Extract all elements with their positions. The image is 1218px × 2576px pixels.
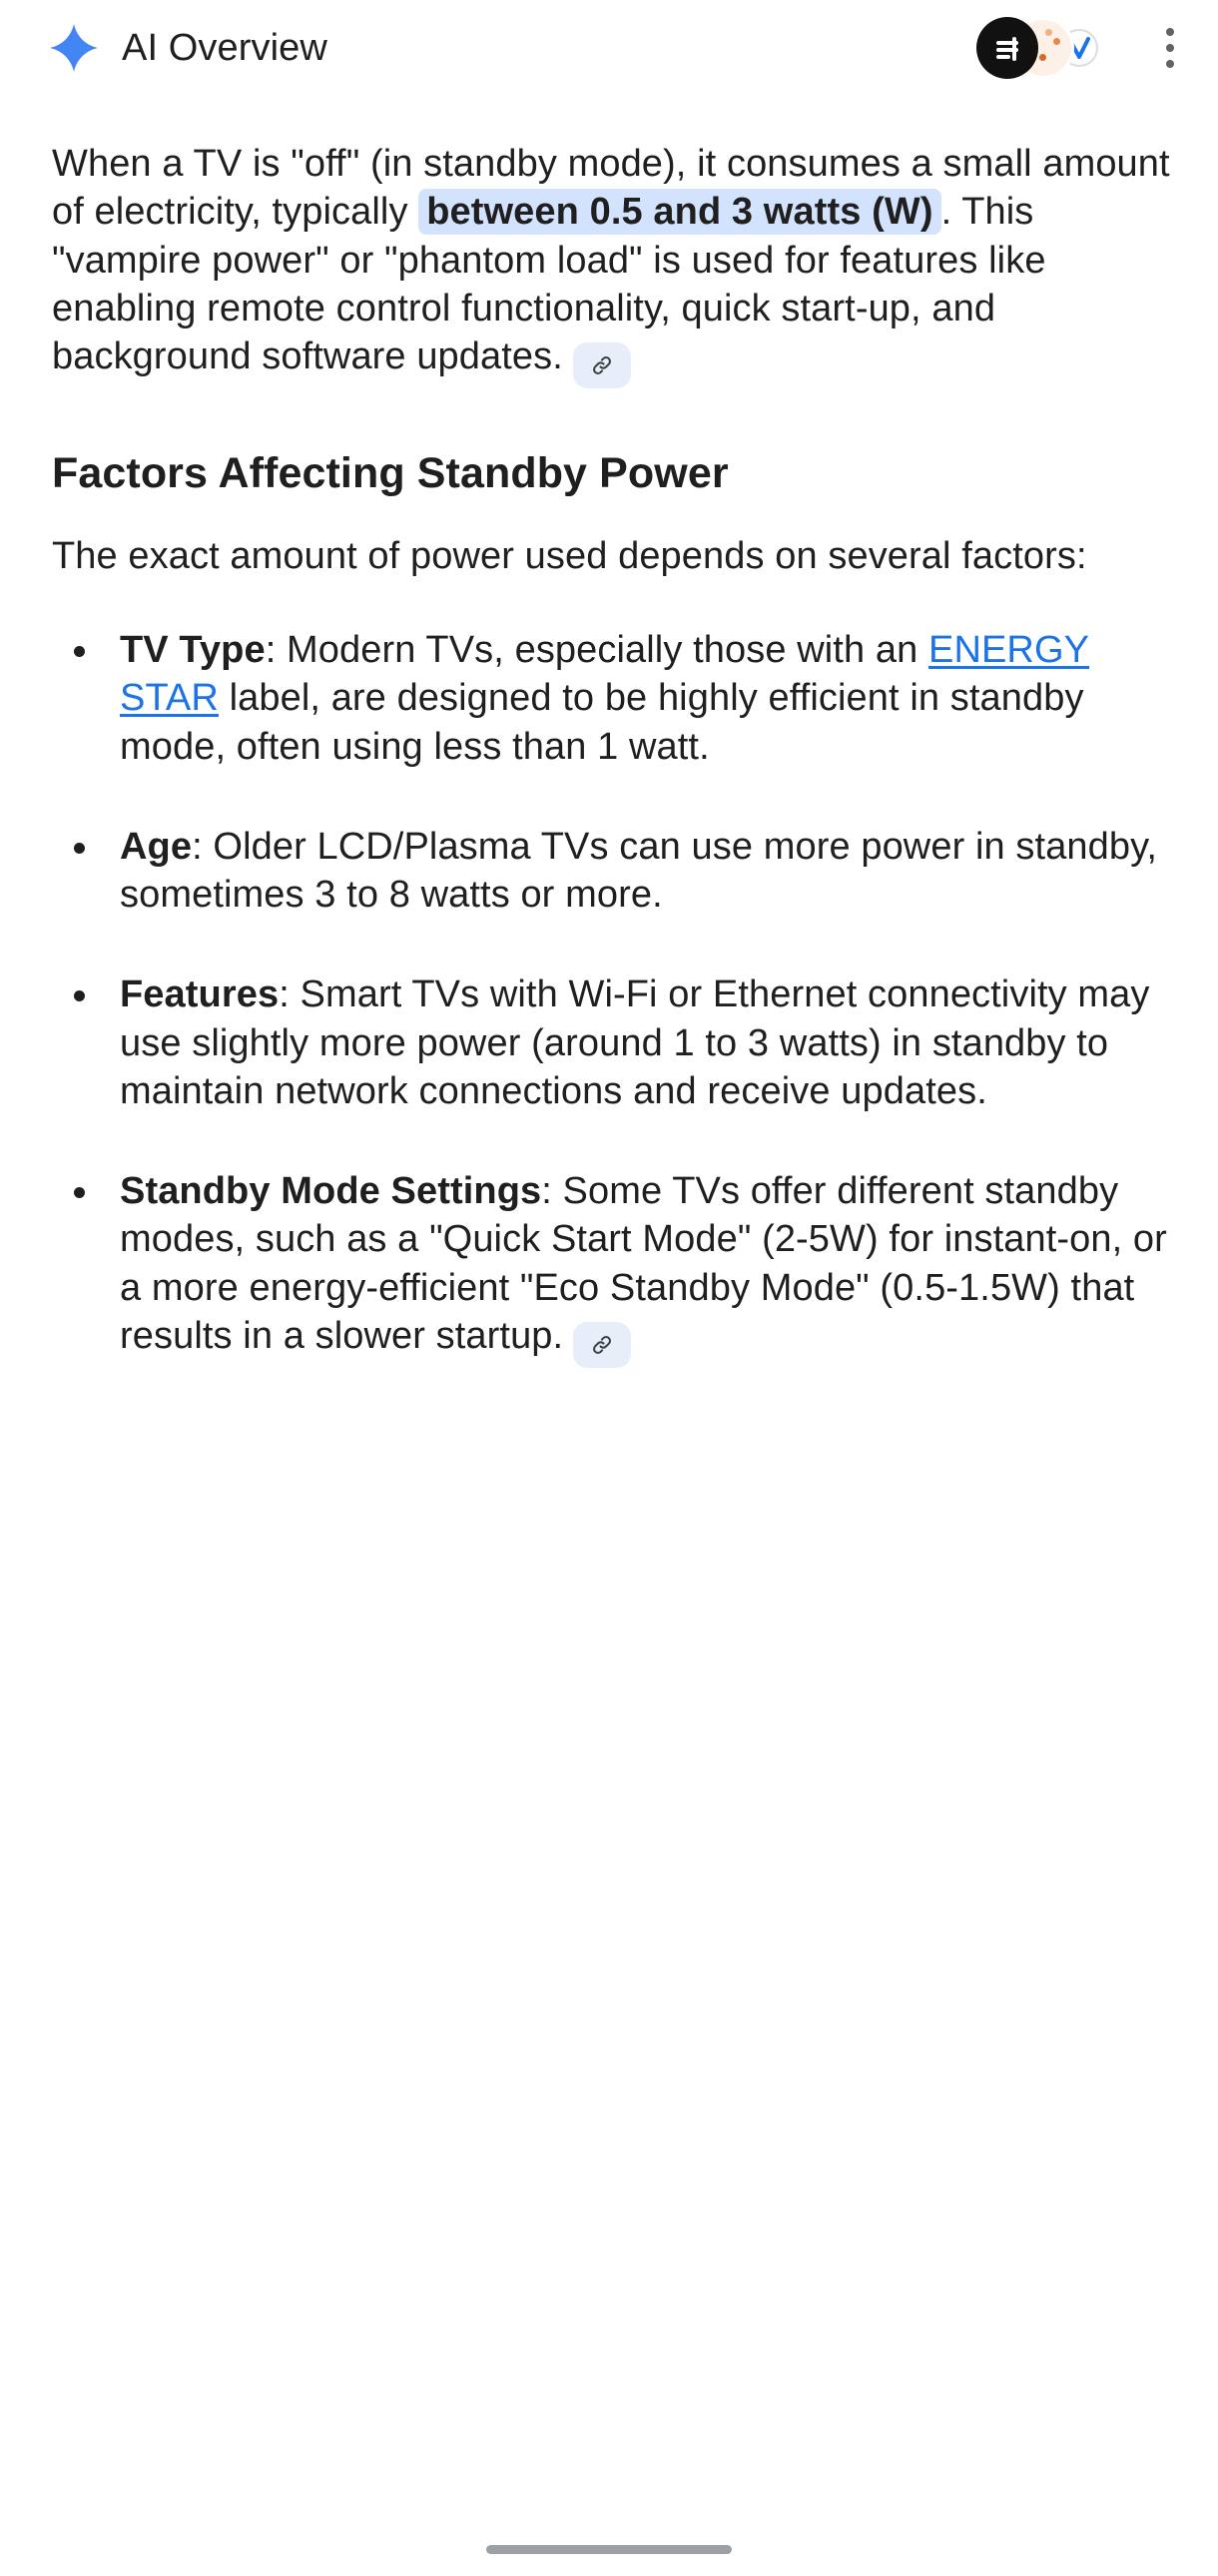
citation-link-icon[interactable] bbox=[573, 1322, 631, 1368]
section-intro: The exact amount of power used depends on several factors: bbox=[52, 534, 1087, 577]
more-options-button[interactable] bbox=[1162, 17, 1178, 79]
overview-text-pre: When a TV is "off" (in standby mode), it consumes a small amount of electricity, typically bbox=[52, 143, 1170, 234]
lines-icon bbox=[985, 26, 1029, 70]
sparkle-icon bbox=[48, 22, 100, 74]
factor-lead: Features bbox=[120, 973, 280, 1016]
factor-text-pre: : Smart TVs with Wi-Fi or Ethernet connectivity may use slightly more power (around 1 to 3 watts) in standby to maintain network connections and receive updates. bbox=[120, 973, 1150, 1112]
kebab-dot bbox=[1166, 60, 1174, 68]
list-item bbox=[52, 1167, 1170, 1368]
page-title: AI Overview bbox=[122, 26, 327, 69]
factors-list bbox=[52, 626, 1170, 1368]
home-gesture-bar[interactable] bbox=[486, 2545, 732, 2554]
overview-text-post: . This "vampire power" or "phantom load" is used for features like enabling remote control functionality, quick start-up, and background software updates. bbox=[52, 191, 1046, 377]
ai-overview-header bbox=[0, 0, 1218, 96]
factor-text-pre: : Older LCD/Plasma TVs can use more power in standby, sometimes 3 to 8 watts or more. bbox=[120, 825, 1158, 917]
list-item bbox=[52, 823, 1170, 920]
ai-overview-content bbox=[0, 96, 1218, 1368]
factor-text-pre: : Some TVs offer different standby modes, such as a "Quick Start Mode" (2-5W) for instant-on, or a more energy-efficient "Eco Standby Mode" (0.5-1.5W) that results in a slower startup. bbox=[120, 1170, 1167, 1357]
factor-lead: TV Type bbox=[120, 629, 266, 672]
section-heading: Factors Affecting Standby Power bbox=[52, 449, 729, 497]
factor-text-post: label, are designed to be highly efficient in standby mode, often using less than 1 watt. bbox=[120, 677, 1084, 768]
kebab-dot bbox=[1166, 28, 1174, 36]
list-item bbox=[52, 970, 1170, 1115]
energy-star-link[interactable]: ENERGY STAR bbox=[120, 629, 1090, 720]
factor-lead: Age bbox=[120, 825, 193, 868]
citation-link-icon[interactable] bbox=[573, 342, 631, 388]
factor-lead: Standby Mode Settings bbox=[120, 1170, 542, 1213]
source-chip-dark[interactable] bbox=[976, 17, 1038, 79]
source-chips[interactable] bbox=[976, 17, 1124, 79]
factor-text-pre: : Modern TVs, especially those with an bbox=[265, 629, 928, 672]
highlighted-range: between 0.5 and 3 watts (W) bbox=[418, 189, 940, 235]
list-item bbox=[52, 626, 1170, 771]
kebab-dot bbox=[1166, 44, 1174, 52]
overview-paragraph bbox=[52, 140, 1170, 388]
